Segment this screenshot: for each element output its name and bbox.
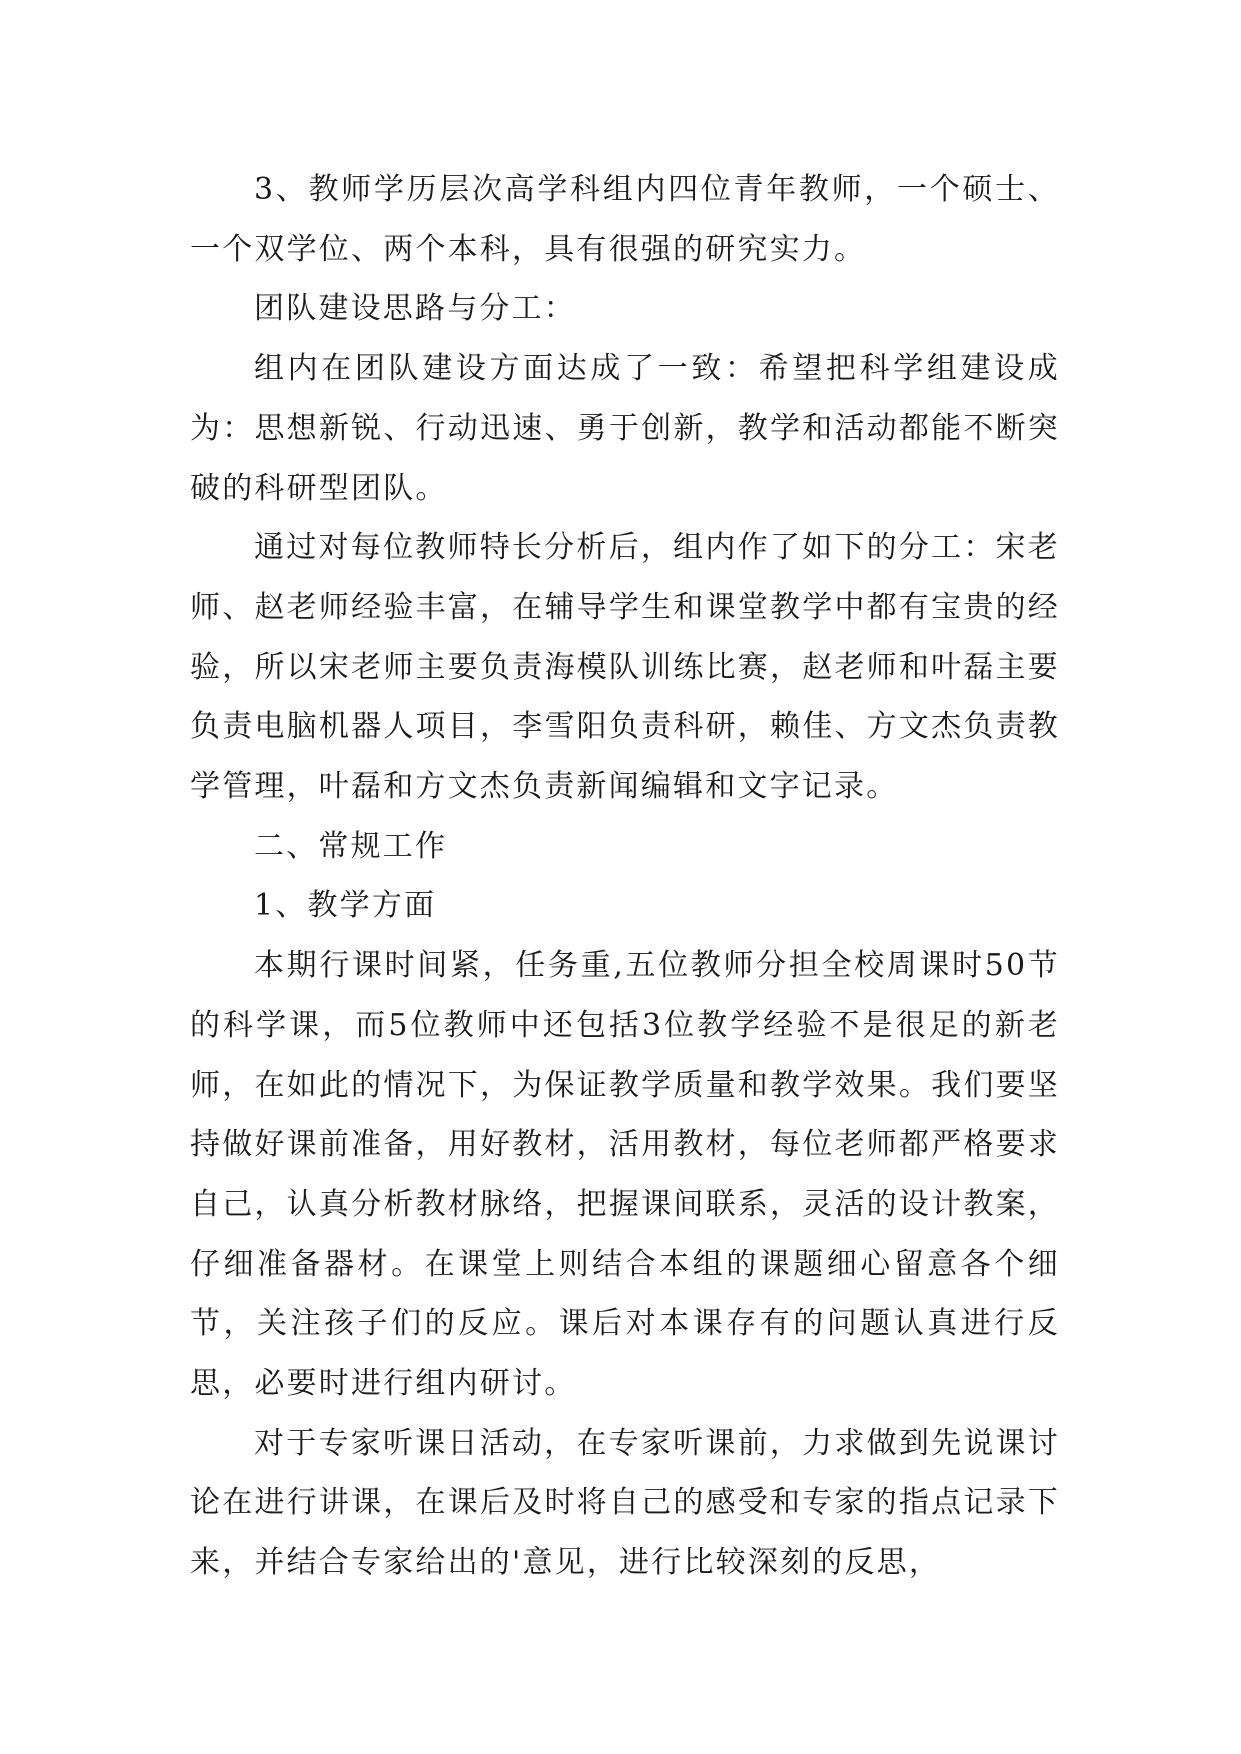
paragraph-education-level: 3、教师学历层次高学科组内四位青年教师，一个硕士、一个双学位、两个本科，具有很强的研究实力。 — [190, 172, 1060, 267]
paragraph-team-consensus: 组内在团队建设方面达成了一致：希望把科学组建设成为：思想新锐、行动迅速、勇于创新，教学和活动都能不断突破的科研型团队。 — [190, 351, 1060, 506]
paragraph-teaching-details: 本期行课时间紧，任务重,五位教师分担全校周课时50节的科学课，而5位教师中还包括3位教学经验不是很足的新老师，在如此的情况下，为保证教学质量和教学效果。我们要坚持做好课前准备，用好教材，活用教材，每位老师都严格要求自己，认真分析教材脉络，把握课间联系，灵活的设计教案，仔细准备器材。在课堂上则结合本组的课题细心留意各个细节，关注孩子们的反应。课后对本课存有的问题认真进行反思，必要时进行组内研讨。 — [190, 948, 1060, 1402]
paragraph-team-heading: 团队建设思路与分工： — [254, 291, 576, 327]
section-heading-routine-work: 二、常规工作 — [254, 828, 448, 864]
paragraph-expert-visits: 对于专家听课日活动，在专家听课前，力求做到先说课讨论在进行讲课，在课后及时将自己的感受和专家的指点记录下来，并结合专家给出的'意见，进行比较深刻的反思， — [190, 1425, 1060, 1581]
subsection-heading-teaching: 1、教学方面 — [254, 888, 437, 924]
paragraph-division-of-labor: 通过对每位教师特长分析后，组内作了如下的分工：宋老师、赵老师经验丰富，在辅导学生和课堂教学中都有宝贵的经验，所以宋老师主要负责海模队训练比赛，赵老师和叶磊主要负责电脑机器人项目，李雪阳负责科研，赖佳、方文杰负责教学管理，叶磊和方文杰负责新闻编辑和文字记录。 — [190, 530, 1060, 805]
document-body — [190, 160, 1060, 1593]
